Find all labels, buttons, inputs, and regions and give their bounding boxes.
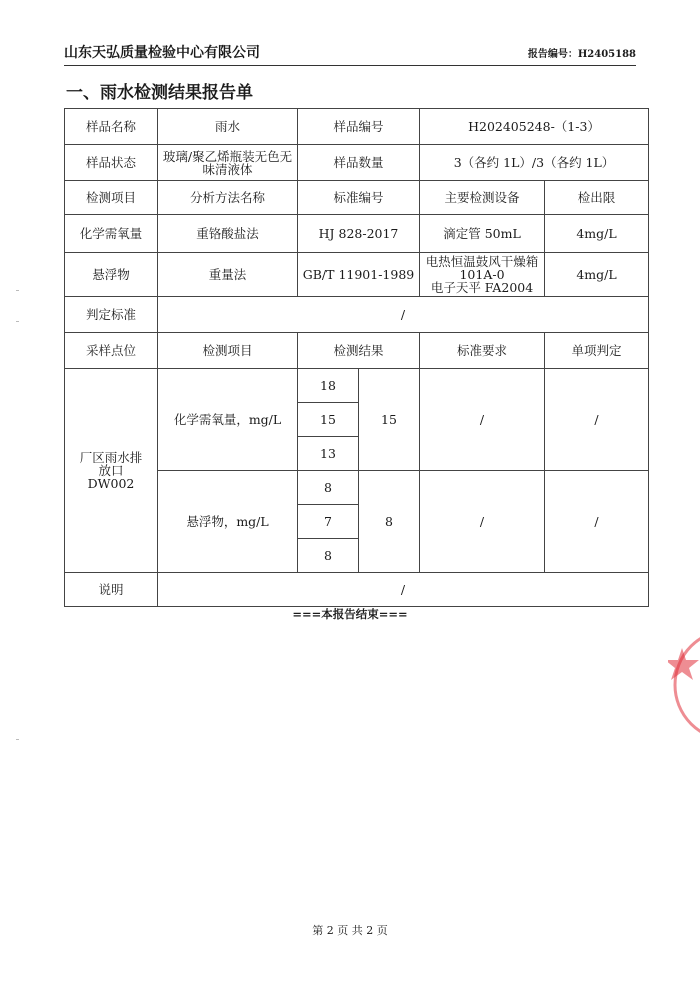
result-header: 采样点位 [65,333,158,369]
method-limit: 4mg/L [545,253,649,297]
equipment-line: 电热恒温鼓风干燥箱 [425,254,539,269]
method-row [65,215,649,253]
result-value: 7 [298,505,359,539]
sample-name-label: 样品名称 [65,109,158,145]
method-row [65,253,649,297]
method-header: 主要检测设备 [420,181,545,215]
seal-stamp [668,600,700,770]
result-value: 18 [298,369,359,403]
equipment-line: 电子天平 FA2004 [430,280,534,295]
result-judgment: / [545,471,649,573]
company-name: 山东天弘质量检验中心有限公司 [64,45,260,61]
judgment-value: / [158,297,649,333]
report-end-mark: ===本报告结束=== [292,607,408,621]
result-item: 化学需氧量，mg/L [158,369,298,471]
method-name: 重铬酸盐法 [158,215,298,253]
method-equipment [420,215,545,253]
method-header: 检出限 [545,181,649,215]
method-item: 悬浮物 [65,253,158,297]
sample-qty-label: 样品数量 [298,145,420,181]
result-header-row [65,333,649,369]
equipment-line: 滴定管 50mL [443,226,521,241]
sample-state-value: 玻璃/聚乙烯瓶装无色无味清液体 [158,145,298,181]
method-header: 标准编号 [298,181,420,215]
judgment-row [65,297,649,333]
result-average: 15 [359,369,420,471]
result-header: 检测结果 [298,333,420,369]
result-average: 8 [359,471,420,573]
sample-id-value: H202405248-（1-3） [420,109,649,145]
method-name: 重量法 [158,253,298,297]
scan-mark [16,739,19,740]
method-equipment [420,253,545,297]
method-header: 检测项目 [65,181,158,215]
judgment-label: 判定标准 [65,297,158,333]
sample-qty-value: 3（各约 1L）/3（各约 1L） [420,145,649,181]
result-header: 检测项目 [158,333,298,369]
report-table [64,108,649,607]
result-value: 13 [298,437,359,471]
result-judgment: / [545,369,649,471]
equipment-line: 101A-0 [459,267,505,282]
scan-mark [16,290,19,291]
result-standard: / [420,369,545,471]
method-header: 分析方法名称 [158,181,298,215]
note-label: 说明 [65,573,158,607]
method-limit: 4mg/L [545,215,649,253]
result-value: 8 [298,471,359,505]
sample-state-row [65,145,649,181]
page-number: 第 2 页 共 2 页 [312,924,388,937]
scan-mark [16,321,19,322]
sample-id-label: 样品编号 [298,109,420,145]
method-item: 化学需氧量 [65,215,158,253]
sampling-site: 厂区雨水排放口 DW002 [65,369,158,573]
sample-state-label: 样品状态 [65,145,158,181]
note-value: / [158,573,649,607]
result-value: 8 [298,539,359,573]
method-standard: GB/T 11901-1989 [298,253,420,297]
result-item: 悬浮物，mg/L [158,471,298,573]
result-value: 15 [298,403,359,437]
method-standard: HJ 828-2017 [298,215,420,253]
report-number: 报告编号：H2405188 [527,49,636,60]
sample-name-value: 雨水 [158,109,298,145]
result-header: 标准要求 [420,333,545,369]
header-divider [64,65,636,66]
section-title: 一、雨水检测结果报告单 [66,83,253,103]
note-row [65,573,649,607]
result-header: 单项判定 [545,333,649,369]
sample-name-row [65,109,649,145]
method-header-row [65,181,649,215]
result-row [65,369,649,403]
page-header [64,42,636,62]
result-standard: / [420,471,545,573]
